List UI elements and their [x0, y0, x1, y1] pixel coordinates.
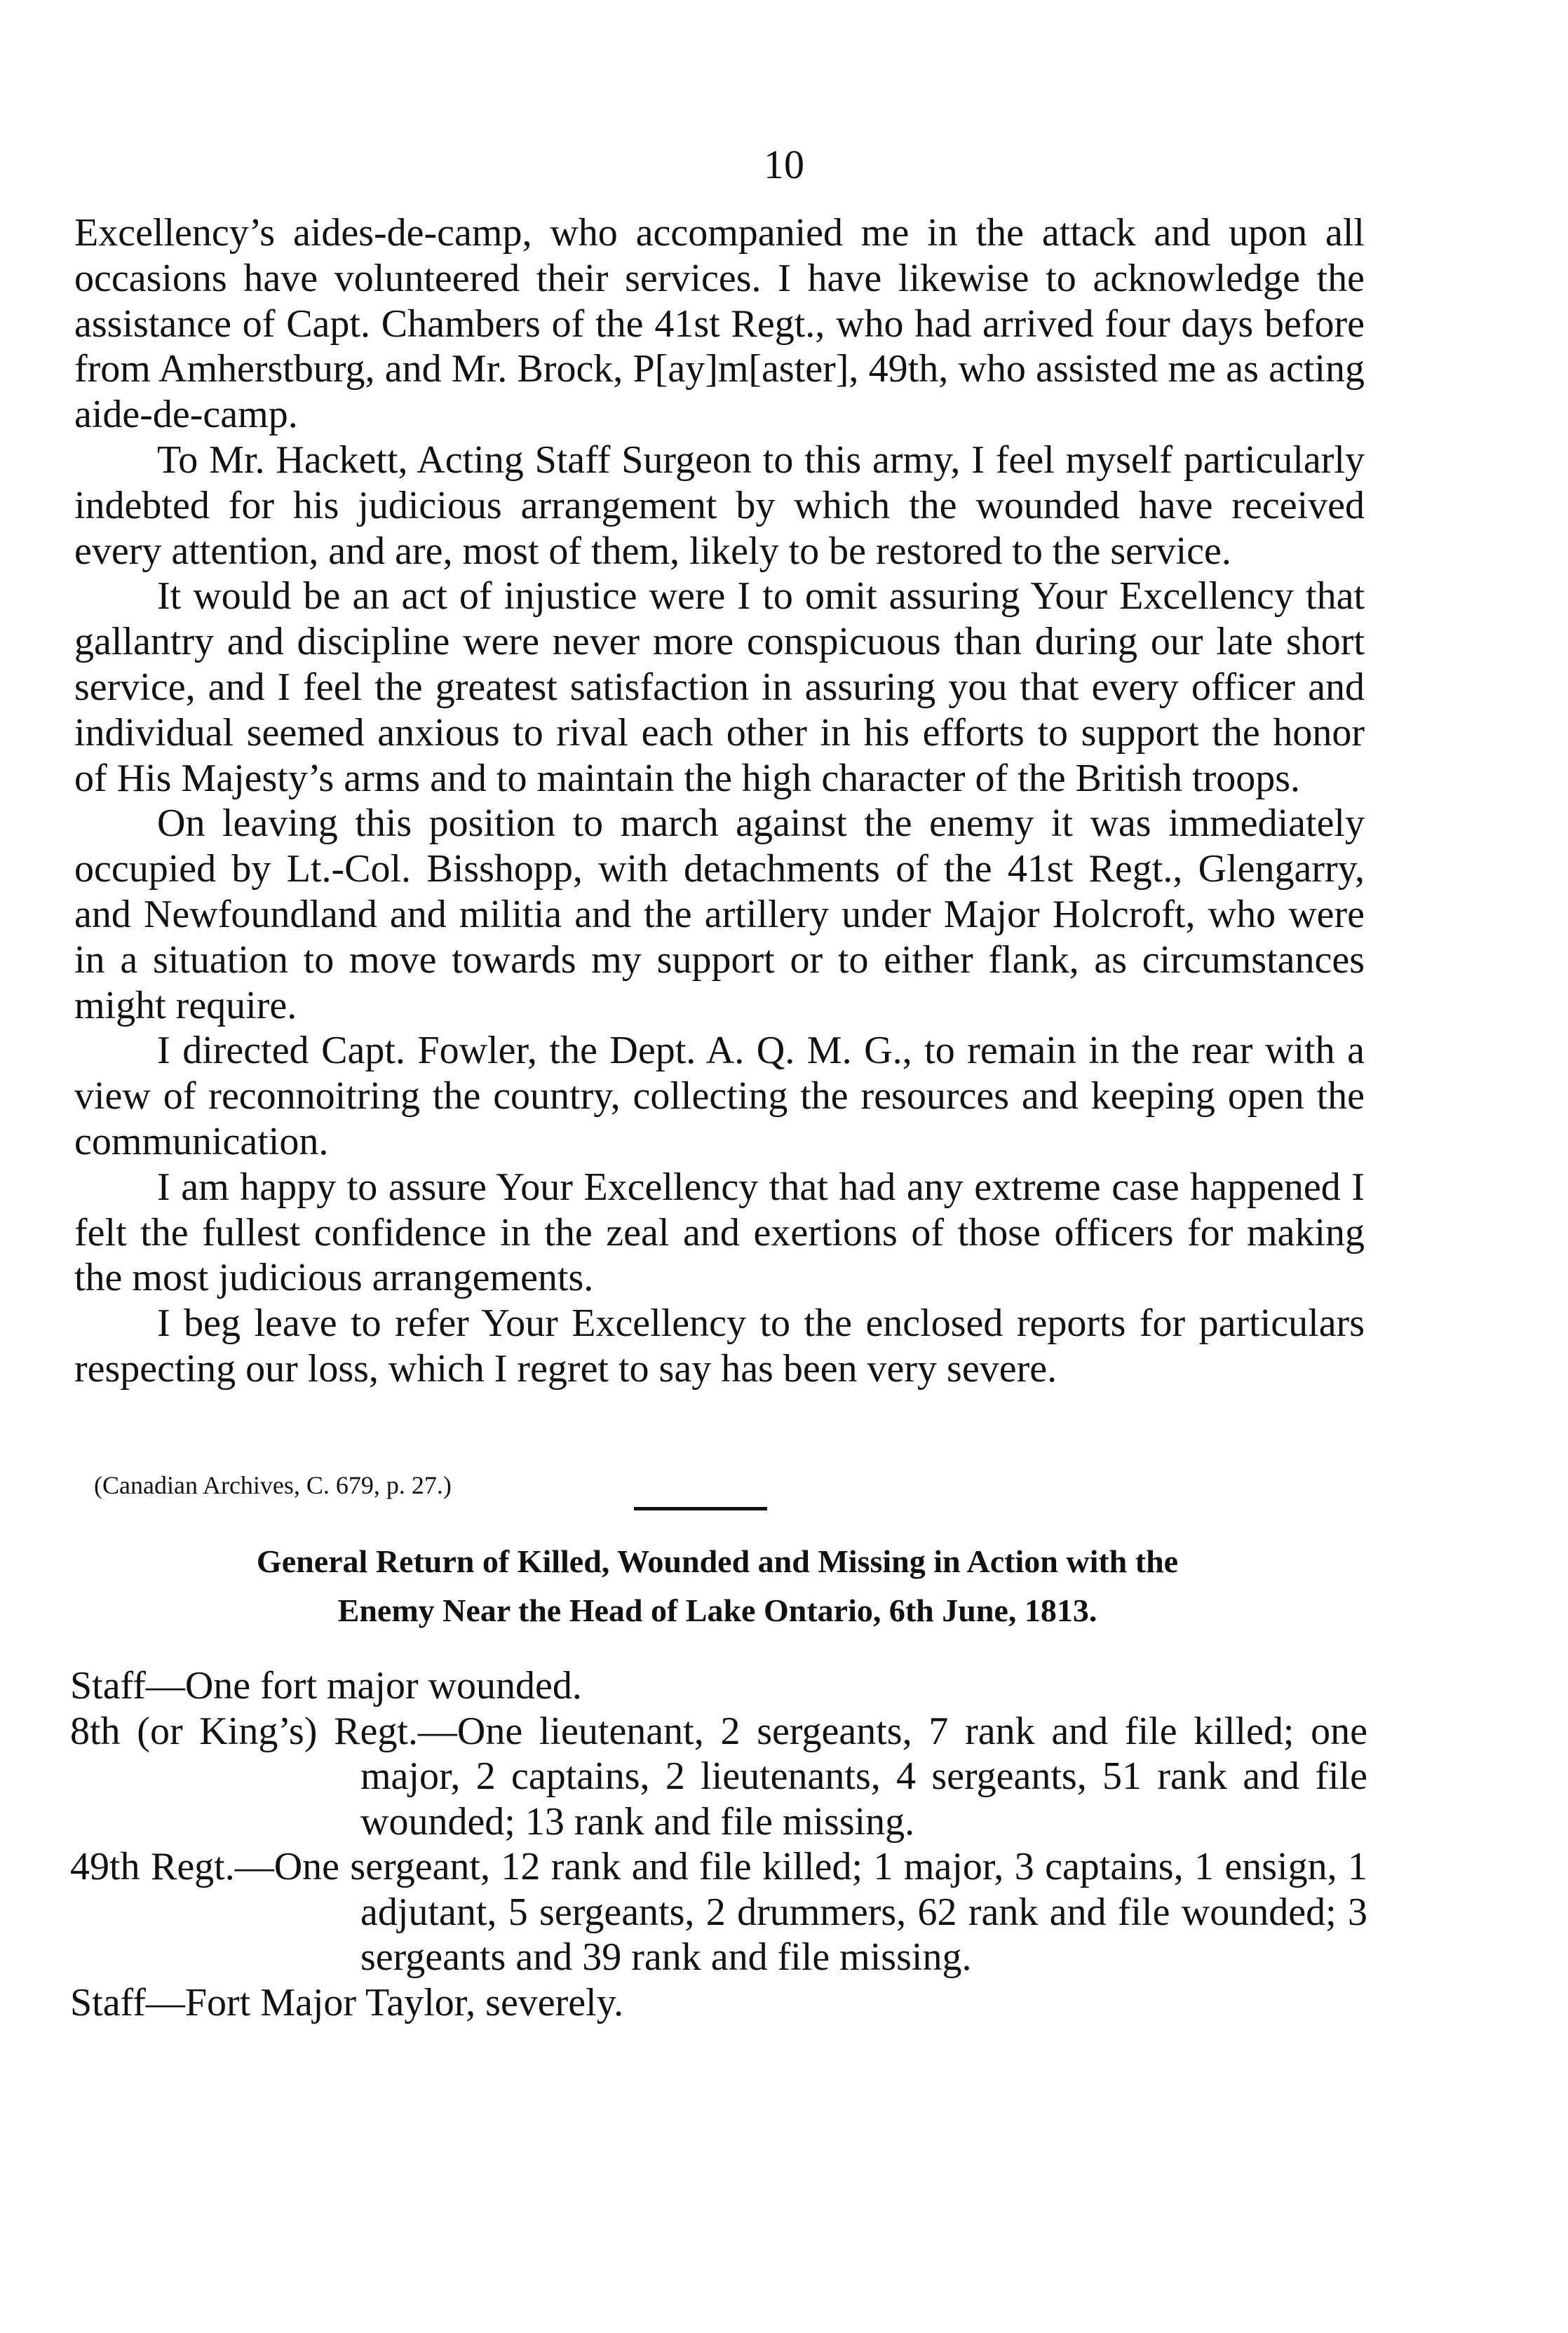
paragraph-confidence: I am happy to assure Your Excellency that had any extreme case happened I felt the fullest confidence in the zeal and exertions of those officers for making the most judicious arrangements.: [74, 1165, 1365, 1300]
casualty-return-list: [70, 1663, 1367, 2025]
heading-line-2: Enemy Near the Head of Lake Ontario, 6th June, 1813.: [337, 1592, 1097, 1628]
section-heading: [70, 1537, 1365, 1635]
paragraph-continued: Excellency’s aides-de-camp, who accompanied me in the attack and upon all occasions have volunteered their services. I have likewise to acknowledge the assistance of Capt. Chambers of the 41st Regt., who had arrived four days before from Amherstburg, and Mr. Brock, P[ay]m[aster], 49th, who assisted me as acting aide-de-camp.: [74, 211, 1365, 437]
paragraph-bisshopp: On leaving this position to march against the enemy it was immediately occupied by Lt.-Col. Bisshopp, with detachments of the 41st Regt., Glengarry, and Newfoundland and militia and the artillery under Major Holcroft, who were in a situation to move towards my support or to either flank, as circumstances might require.: [74, 802, 1365, 1027]
section-divider: [634, 1507, 767, 1510]
letter-body: [74, 210, 1365, 1392]
return-entry-49th-regt: 49th Regt.—One sergeant, 12 rank and file killed; 1 major, 3 captains, 1 ensign, 1 adjutant, 5 sergeants, 2 drummers, 62 rank and file wounded; 3 sergeants and 39 rank and file missing.: [70, 1845, 1367, 1979]
paragraph-fowler: I directed Capt. Fowler, the Dept. A. Q. M. G., to remain in the rear with a view of reconnoitring the country, collecting the resources and keeping open the communication.: [74, 1029, 1365, 1163]
return-entry-staff-taylor: Staff—Fort Major Taylor, severely.: [70, 1980, 624, 2024]
paragraph-gallantry: It would be an act of injustice were I to omit assuring Your Excellency that gallantry and discipline were never more conspicuous than during our late short service, and I feel the greatest satisfaction in assuring you that every officer and individual seemed anxious to rival each other in his efforts to support the honor of His Majesty’s arms and to maintain the high character of the British troops.: [74, 574, 1365, 800]
paragraph-reports: I beg leave to refer Your Excellency to the enclosed reports for particulars respecting our loss, which I regret to say has been very severe.: [74, 1301, 1365, 1391]
return-entry-8th-regt: 8th (or King’s) Regt.—One lieutenant, 2 sergeants, 7 rank and file killed; one major, 2 captains, 2 lieutenants, 4 sergeants, 51 rank and file wounded; 13 rank and file missing.: [70, 1709, 1367, 1844]
return-entry-staff: Staff—One fort major wounded.: [70, 1664, 582, 1708]
heading-line-1: General Return of Killed, Wounded and Missing in Action with the: [256, 1543, 1179, 1579]
paragraph-hackett: To Mr. Hackett, Acting Staff Surgeon to this army, I feel myself particularly indebted for his judicious arrangement by which the wounded have received every attention, and are, most of them, likely to be restored to the service.: [74, 438, 1365, 573]
page-number: 10: [764, 142, 804, 187]
archive-citation: (Canadian Archives, C. 679, p. 27.): [94, 1471, 452, 1499]
